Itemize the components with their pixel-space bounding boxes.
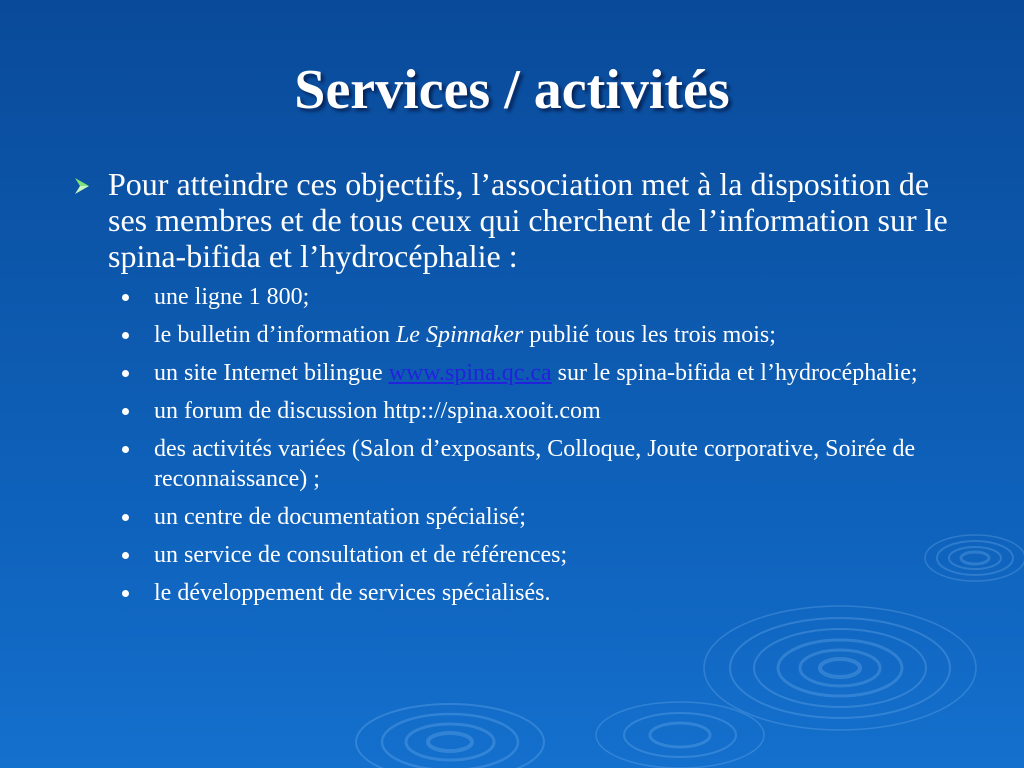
list-item-consultation: [154, 540, 970, 570]
intro-text: Pour atteindre ces objectifs, l’association met à la disposition de ses membres et de tous ceux qui cherchent de l’information sur le spina-bifida et l’hydrocéphalie :: [108, 166, 948, 274]
dot-bullet-icon: [122, 514, 129, 521]
list-item-bulletin: [154, 320, 970, 350]
dot-bullet-icon: [122, 552, 129, 559]
bulletin-text-before: le bulletin d’information: [154, 322, 396, 348]
list-item-development: [154, 578, 970, 608]
dot-bullet-icon: [122, 408, 129, 415]
list-item-hotline: [154, 282, 970, 312]
slide-title: Services / activités: [294, 59, 730, 121]
list-item-text: des activités variées (Salon d’exposants, Colloque, Joute corporative, Soirée de reconnaissance) ;: [154, 436, 916, 492]
dot-bullet-icon: [122, 332, 129, 339]
list-item-documentation: [154, 502, 970, 532]
website-link[interactable]: www.spina.qc.ca: [388, 360, 552, 386]
list-item-text: un forum de discussion http:://spina.xooit.com: [154, 398, 601, 424]
list-item-activities: [154, 434, 970, 494]
list-item-text: une ligne 1 800;: [154, 284, 310, 310]
arrow-bullet-icon: [72, 176, 92, 196]
bulletin-text-after: publié tous les trois mois;: [523, 322, 776, 348]
list-item-forum: [154, 396, 970, 426]
list-item-website: [154, 358, 970, 388]
services-list: [70, 282, 970, 608]
list-item-text: le développement de services spécialisés.: [154, 580, 551, 606]
dot-bullet-icon: [122, 294, 129, 301]
dot-bullet-icon: [122, 590, 129, 597]
website-text-after: sur le spina-bifida et l’hydrocéphalie;: [551, 360, 918, 386]
intro-bullet: [70, 166, 970, 274]
dot-bullet-icon: [122, 370, 129, 377]
bulletin-title: Le Spinnaker: [395, 322, 524, 348]
dot-bullet-icon: [122, 446, 129, 453]
slide-content: [70, 166, 970, 616]
website-text-before: un site Internet bilingue: [154, 360, 389, 386]
list-item-text: un service de consultation et de références;: [154, 542, 568, 568]
list-item-text: un centre de documentation spécialisé;: [154, 504, 526, 530]
